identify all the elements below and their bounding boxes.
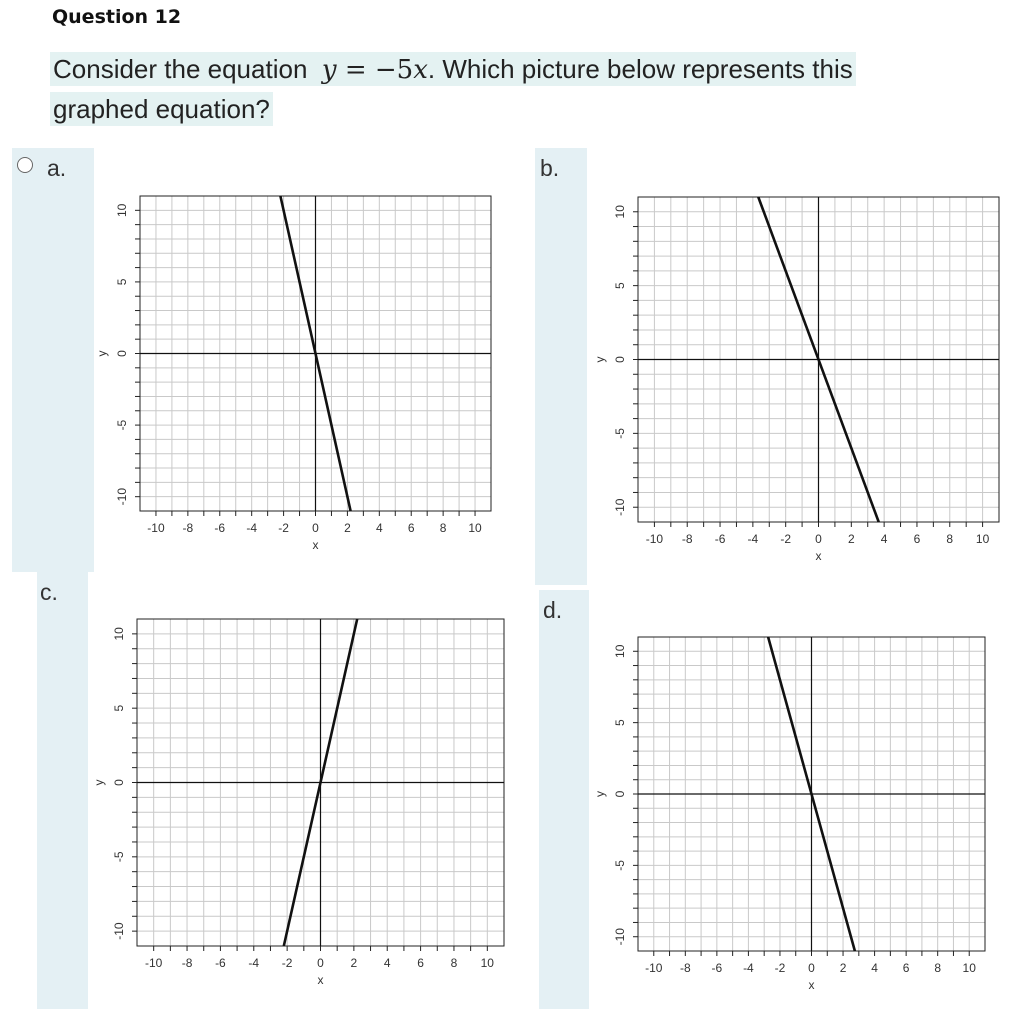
x-tick-label: -4: [248, 956, 260, 970]
x-tick-label: 8: [934, 961, 942, 975]
x-tick-label: 8: [946, 532, 954, 546]
x-tick-label: 2: [350, 956, 358, 970]
y-tick-label: -5: [613, 428, 628, 439]
x-tick-label: -8: [182, 521, 194, 535]
y-tick-label: -10: [115, 488, 130, 506]
y-tick-label: 0: [613, 790, 628, 798]
x-tick-label: 10: [468, 521, 482, 535]
x-tick-label: 8: [439, 521, 447, 535]
question-text-before: Consider the equation: [53, 54, 308, 84]
x-tick-label: 6: [902, 961, 910, 975]
y-tick-label: -5: [613, 860, 628, 871]
y-tick-label: 10: [115, 203, 130, 217]
y-tick-label: 5: [613, 282, 628, 289]
x-tick-label: -10: [645, 961, 663, 975]
x-tick-label: 8: [450, 956, 458, 970]
x-axis-label: x: [815, 549, 822, 563]
option-a-graph-card[interactable]: [94, 148, 515, 570]
y-axis-label: y: [92, 779, 107, 786]
x-tick-label: 10: [962, 961, 976, 975]
x-tick-label: -4: [747, 532, 759, 546]
question-title: Question 12: [52, 6, 182, 28]
x-tick-label: 10: [480, 956, 494, 970]
x-tick-label: 4: [375, 521, 383, 535]
x-tick-label: -2: [780, 532, 792, 546]
y-tick-label: 5: [613, 719, 628, 726]
x-tick-label: 2: [847, 532, 855, 546]
x-tick-label: -4: [246, 521, 258, 535]
x-tick-label: 4: [871, 961, 878, 975]
x-axis-label: x: [317, 973, 324, 987]
x-tick-label: 4: [383, 956, 391, 970]
x-tick-label: -10: [145, 956, 163, 970]
y-tick-label: 0: [613, 356, 628, 363]
y-tick-label: -5: [115, 419, 130, 431]
option-a-graph: [94, 148, 515, 570]
option-c-label[interactable]: c.: [40, 579, 58, 605]
x-tick-label: 10: [975, 532, 990, 546]
y-axis-label: y: [593, 356, 608, 363]
option-d[interactable]: [539, 590, 589, 1009]
y-tick-label: -10: [112, 922, 127, 940]
x-tick-label: 2: [344, 521, 351, 535]
y-axis-label: y: [593, 791, 608, 797]
y-tick-label: 10: [613, 205, 628, 219]
x-tick-label: -2: [774, 961, 786, 975]
option-c[interactable]: [37, 572, 88, 1009]
option-d-graph: [589, 590, 1009, 1009]
y-tick-label: 5: [115, 278, 130, 286]
x-tick-label: -10: [645, 532, 664, 546]
option-d-label[interactable]: d.: [543, 597, 563, 623]
x-tick-label: -10: [147, 521, 165, 535]
x-tick-label: -6: [711, 961, 723, 975]
option-a-radio[interactable]: [17, 157, 33, 173]
x-tick-label: -8: [181, 956, 193, 970]
x-tick-label: 2: [839, 961, 847, 975]
y-tick-label: -10: [613, 928, 628, 946]
question-text-after: . Which picture below represents this graphed equation?: [53, 54, 853, 124]
y-tick-label: 10: [112, 627, 127, 641]
y-tick-label: 10: [613, 644, 628, 658]
x-tick-label: 0: [808, 961, 815, 975]
x-tick-label: 6: [417, 956, 424, 970]
x-tick-label: 6: [913, 532, 921, 546]
x-tick-label: 0: [815, 532, 822, 546]
y-tick-label: -10: [613, 498, 628, 516]
y-tick-label: 0: [112, 779, 127, 786]
option-b-graph: [587, 148, 1021, 585]
y-axis-label: y: [95, 350, 110, 357]
option-c-graph: [88, 572, 528, 1009]
option-c-graph-card[interactable]: [88, 572, 528, 1009]
x-tick-label: 0: [312, 521, 319, 535]
x-tick-label: 6: [407, 521, 415, 535]
x-tick-label: -6: [214, 521, 226, 535]
option-b[interactable]: [535, 148, 587, 585]
question-text: [50, 50, 945, 129]
x-tick-label: -8: [679, 961, 691, 975]
option-b-label[interactable]: b.: [540, 155, 560, 181]
option-a-label[interactable]: a.: [47, 155, 67, 181]
x-axis-label: x: [808, 978, 815, 992]
equation: y = −5x: [321, 55, 428, 85]
x-tick-label: -6: [215, 956, 226, 970]
option-d-graph-card[interactable]: [589, 590, 1009, 1009]
y-tick-label: 5: [112, 704, 127, 712]
x-tick-label: 0: [317, 956, 324, 970]
option-b-graph-card[interactable]: [587, 148, 1021, 585]
x-tick-label: 4: [880, 532, 888, 546]
x-tick-label: -6: [714, 532, 726, 546]
x-tick-label: -8: [681, 532, 693, 546]
x-axis-label: x: [312, 538, 319, 552]
option-a[interactable]: [12, 148, 94, 572]
x-tick-label: -2: [281, 956, 293, 970]
x-tick-label: -2: [278, 521, 289, 535]
y-tick-label: -5: [112, 851, 127, 863]
y-tick-label: 0: [115, 350, 130, 357]
x-tick-label: -4: [743, 961, 754, 975]
